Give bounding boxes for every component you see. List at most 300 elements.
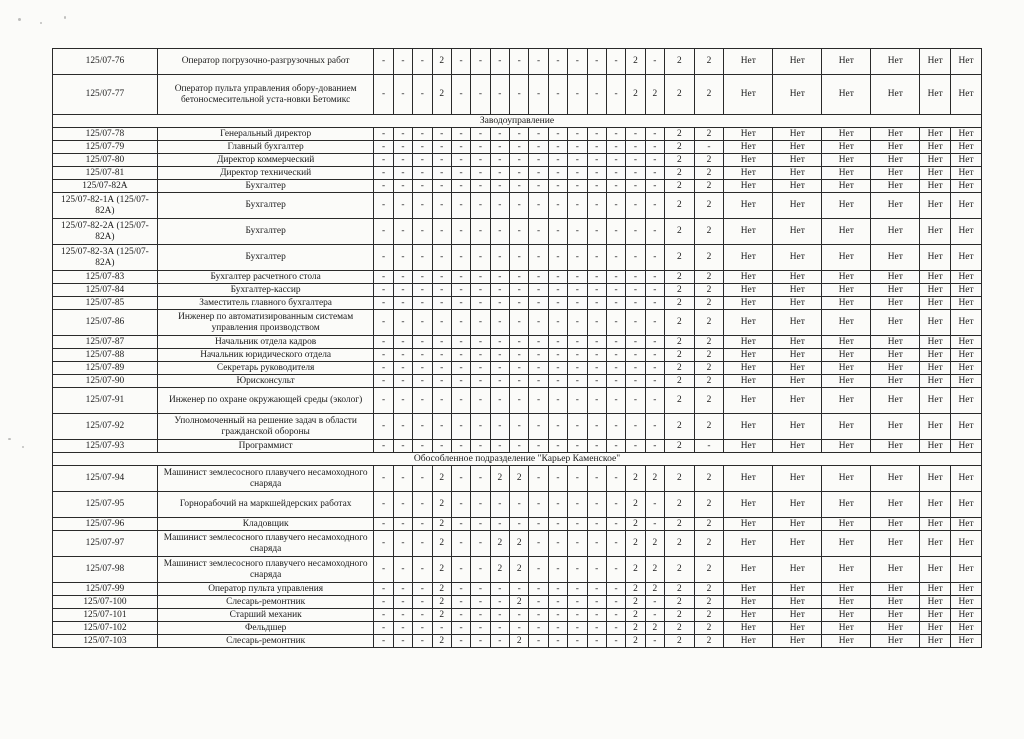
- class-cell: 2: [694, 284, 724, 297]
- class-cell: -: [490, 154, 509, 167]
- class-cell: -: [432, 622, 451, 635]
- position-name: Оператор погрузочно-разгрузочных работ: [157, 49, 374, 75]
- position-name: Оператор пульта управления: [157, 583, 374, 596]
- flag-cell: Нет: [920, 284, 951, 297]
- class-cell: 2: [626, 466, 645, 492]
- flag-cell: Нет: [920, 75, 951, 115]
- class-cell: -: [471, 388, 490, 414]
- class-cell: -: [548, 609, 567, 622]
- class-cell: -: [510, 271, 529, 284]
- class-cell: 2: [694, 310, 724, 336]
- workplace-code: 125/07-82А: [53, 180, 158, 193]
- flag-cell: Нет: [822, 284, 871, 297]
- class-cell: -: [413, 193, 432, 219]
- class-cell: -: [413, 362, 432, 375]
- class-cell: -: [548, 557, 567, 583]
- class-cell: -: [529, 310, 548, 336]
- class-cell: 2: [665, 154, 695, 167]
- flag-cell: Нет: [822, 518, 871, 531]
- class-cell: -: [432, 154, 451, 167]
- class-cell: -: [587, 596, 606, 609]
- class-cell: -: [645, 297, 664, 310]
- class-cell: -: [374, 167, 393, 180]
- class-cell: -: [606, 466, 625, 492]
- flag-cell: Нет: [951, 622, 982, 635]
- table-row: [53, 492, 982, 518]
- class-cell: -: [626, 193, 645, 219]
- flag-cell: Нет: [773, 154, 822, 167]
- flag-cell: Нет: [951, 284, 982, 297]
- flag-cell: Нет: [822, 180, 871, 193]
- class-cell: -: [606, 297, 625, 310]
- class-cell: -: [645, 284, 664, 297]
- flag-cell: Нет: [773, 518, 822, 531]
- class-cell: -: [471, 492, 490, 518]
- class-cell: -: [510, 167, 529, 180]
- class-cell: -: [606, 557, 625, 583]
- position-name: Машинист землесосного плавучего несамоходного снаряда: [157, 531, 374, 557]
- flag-cell: Нет: [724, 362, 773, 375]
- class-cell: -: [471, 193, 490, 219]
- class-cell: -: [568, 245, 587, 271]
- class-cell: -: [606, 75, 625, 115]
- class-cell: -: [374, 492, 393, 518]
- flag-cell: Нет: [822, 167, 871, 180]
- class-cell: -: [374, 440, 393, 453]
- position-name: Горнорабочий на маркшейдерских работах: [157, 492, 374, 518]
- class-cell: -: [606, 622, 625, 635]
- class-cell: -: [606, 388, 625, 414]
- class-cell: 2: [490, 466, 509, 492]
- table-row: [53, 622, 982, 635]
- class-cell: -: [510, 622, 529, 635]
- class-cell: -: [432, 219, 451, 245]
- class-cell: -: [374, 622, 393, 635]
- class-cell: -: [471, 518, 490, 531]
- class-cell: -: [413, 167, 432, 180]
- class-cell: -: [548, 167, 567, 180]
- position-name: Директор технический: [157, 167, 374, 180]
- class-cell: -: [451, 219, 470, 245]
- class-cell: -: [568, 596, 587, 609]
- workplace-code: 125/07-103: [53, 635, 158, 648]
- class-cell: -: [510, 297, 529, 310]
- class-cell: -: [510, 180, 529, 193]
- class-cell: 2: [665, 310, 695, 336]
- flag-cell: Нет: [773, 193, 822, 219]
- class-cell: -: [606, 180, 625, 193]
- class-cell: -: [587, 167, 606, 180]
- class-cell: 2: [665, 518, 695, 531]
- class-cell: 2: [432, 609, 451, 622]
- flag-cell: Нет: [951, 362, 982, 375]
- flag-cell: Нет: [871, 219, 920, 245]
- class-cell: -: [529, 440, 548, 453]
- class-cell: -: [548, 518, 567, 531]
- flag-cell: Нет: [920, 193, 951, 219]
- class-cell: -: [529, 349, 548, 362]
- class-cell: -: [393, 75, 412, 115]
- class-cell: -: [413, 154, 432, 167]
- flag-cell: Нет: [724, 297, 773, 310]
- class-cell: 2: [665, 180, 695, 193]
- class-cell: 2: [694, 362, 724, 375]
- class-cell: 2: [626, 596, 645, 609]
- flag-cell: Нет: [773, 492, 822, 518]
- class-cell: 2: [432, 557, 451, 583]
- flag-cell: Нет: [871, 518, 920, 531]
- class-cell: -: [490, 167, 509, 180]
- class-cell: -: [548, 596, 567, 609]
- class-cell: -: [587, 583, 606, 596]
- class-cell: -: [393, 245, 412, 271]
- class-cell: -: [626, 180, 645, 193]
- flag-cell: Нет: [920, 271, 951, 284]
- class-cell: -: [471, 414, 490, 440]
- flag-cell: Нет: [871, 414, 920, 440]
- flag-cell: Нет: [773, 557, 822, 583]
- class-cell: 2: [694, 297, 724, 310]
- position-name: Бухгалтер: [157, 219, 374, 245]
- class-cell: -: [374, 284, 393, 297]
- class-cell: -: [393, 609, 412, 622]
- class-cell: -: [471, 557, 490, 583]
- class-cell: -: [451, 622, 470, 635]
- flag-cell: Нет: [724, 75, 773, 115]
- class-cell: -: [451, 466, 470, 492]
- class-cell: -: [606, 609, 625, 622]
- class-cell: -: [471, 245, 490, 271]
- flag-cell: Нет: [822, 297, 871, 310]
- class-cell: -: [606, 284, 625, 297]
- class-cell: 2: [626, 518, 645, 531]
- class-cell: -: [432, 310, 451, 336]
- section-header-row: [53, 453, 982, 466]
- class-cell: 2: [694, 167, 724, 180]
- class-cell: -: [413, 440, 432, 453]
- flag-cell: Нет: [822, 375, 871, 388]
- class-cell: -: [490, 349, 509, 362]
- class-cell: -: [587, 128, 606, 141]
- class-cell: -: [393, 284, 412, 297]
- flag-cell: Нет: [951, 375, 982, 388]
- flag-cell: Нет: [773, 167, 822, 180]
- class-cell: -: [645, 518, 664, 531]
- class-cell: -: [606, 271, 625, 284]
- class-cell: -: [548, 440, 567, 453]
- class-cell: -: [568, 297, 587, 310]
- workplace-code: 125/07-79: [53, 141, 158, 154]
- flag-cell: Нет: [920, 180, 951, 193]
- class-cell: 2: [694, 388, 724, 414]
- flag-cell: Нет: [724, 336, 773, 349]
- class-cell: -: [451, 141, 470, 154]
- flag-cell: Нет: [724, 557, 773, 583]
- flag-cell: Нет: [724, 440, 773, 453]
- class-cell: -: [548, 141, 567, 154]
- class-cell: -: [413, 635, 432, 648]
- class-cell: -: [432, 128, 451, 141]
- workplace-code: 125/07-94: [53, 466, 158, 492]
- class-cell: 2: [490, 531, 509, 557]
- class-cell: -: [510, 492, 529, 518]
- position-name: Бухгалтер: [157, 180, 374, 193]
- class-cell: -: [568, 154, 587, 167]
- flag-cell: Нет: [871, 609, 920, 622]
- class-cell: -: [587, 440, 606, 453]
- class-cell: -: [645, 219, 664, 245]
- class-cell: -: [374, 583, 393, 596]
- class-cell: 2: [665, 609, 695, 622]
- flag-cell: Нет: [871, 583, 920, 596]
- workplace-code: 125/07-92: [53, 414, 158, 440]
- class-cell: -: [626, 141, 645, 154]
- flag-cell: Нет: [871, 336, 920, 349]
- position-name: Программист: [157, 440, 374, 453]
- class-cell: -: [606, 349, 625, 362]
- class-cell: -: [490, 440, 509, 453]
- class-cell: -: [471, 583, 490, 596]
- class-cell: -: [490, 49, 509, 75]
- class-cell: -: [432, 336, 451, 349]
- class-cell: 2: [694, 245, 724, 271]
- position-name: Оператор пульта управления обору-дованием бетоносмесительной уста-новки Бетомикс: [157, 75, 374, 115]
- class-cell: -: [374, 414, 393, 440]
- flag-cell: Нет: [724, 167, 773, 180]
- class-cell: -: [374, 375, 393, 388]
- class-cell: -: [413, 492, 432, 518]
- class-cell: -: [510, 75, 529, 115]
- class-cell: -: [529, 193, 548, 219]
- flag-cell: Нет: [920, 245, 951, 271]
- class-cell: 2: [665, 193, 695, 219]
- class-cell: -: [374, 310, 393, 336]
- class-cell: 2: [694, 349, 724, 362]
- class-cell: 2: [665, 531, 695, 557]
- table-row: [53, 284, 982, 297]
- class-cell: -: [568, 609, 587, 622]
- class-cell: -: [645, 375, 664, 388]
- flag-cell: Нет: [773, 336, 822, 349]
- class-cell: 2: [665, 219, 695, 245]
- class-cell: 2: [626, 49, 645, 75]
- class-cell: -: [606, 336, 625, 349]
- class-cell: -: [587, 349, 606, 362]
- class-cell: -: [606, 362, 625, 375]
- flag-cell: Нет: [951, 609, 982, 622]
- class-cell: -: [490, 297, 509, 310]
- workplace-code: 125/07-89: [53, 362, 158, 375]
- flag-cell: Нет: [773, 531, 822, 557]
- flag-cell: Нет: [871, 49, 920, 75]
- class-cell: -: [529, 154, 548, 167]
- class-cell: -: [529, 596, 548, 609]
- workplace-code: 125/07-91: [53, 388, 158, 414]
- class-cell: -: [626, 362, 645, 375]
- table-row: [53, 219, 982, 245]
- class-cell: 2: [694, 219, 724, 245]
- class-cell: -: [645, 609, 664, 622]
- flag-cell: Нет: [871, 310, 920, 336]
- flag-cell: Нет: [871, 141, 920, 154]
- class-cell: 2: [665, 167, 695, 180]
- flag-cell: Нет: [920, 388, 951, 414]
- class-cell: -: [587, 531, 606, 557]
- class-cell: -: [413, 284, 432, 297]
- class-cell: -: [374, 388, 393, 414]
- class-cell: -: [568, 167, 587, 180]
- class-cell: -: [587, 180, 606, 193]
- class-cell: -: [568, 141, 587, 154]
- flag-cell: Нет: [822, 271, 871, 284]
- class-cell: -: [471, 466, 490, 492]
- class-cell: -: [568, 310, 587, 336]
- class-cell: 2: [626, 492, 645, 518]
- position-name: Юрисконсульт: [157, 375, 374, 388]
- class-cell: 2: [626, 635, 645, 648]
- class-cell: 2: [694, 492, 724, 518]
- class-cell: -: [587, 336, 606, 349]
- class-cell: -: [645, 154, 664, 167]
- flag-cell: Нет: [724, 284, 773, 297]
- class-cell: -: [432, 167, 451, 180]
- class-cell: -: [606, 596, 625, 609]
- table-row: [53, 440, 982, 453]
- workplace-code: 125/07-82-1А (125/07-82А): [53, 193, 158, 219]
- flag-cell: Нет: [951, 141, 982, 154]
- flag-cell: Нет: [724, 271, 773, 284]
- class-cell: -: [413, 622, 432, 635]
- workplace-code: 125/07-98: [53, 557, 158, 583]
- class-cell: -: [451, 362, 470, 375]
- class-cell: -: [393, 596, 412, 609]
- flag-cell: Нет: [951, 557, 982, 583]
- class-cell: -: [374, 245, 393, 271]
- class-cell: -: [568, 375, 587, 388]
- flag-cell: Нет: [951, 193, 982, 219]
- table-row: [53, 531, 982, 557]
- flag-cell: Нет: [920, 349, 951, 362]
- class-cell: -: [587, 297, 606, 310]
- flag-cell: Нет: [871, 349, 920, 362]
- class-cell: -: [374, 531, 393, 557]
- class-cell: -: [587, 271, 606, 284]
- class-cell: -: [413, 349, 432, 362]
- class-cell: -: [451, 635, 470, 648]
- class-cell: -: [374, 219, 393, 245]
- class-cell: -: [568, 349, 587, 362]
- flag-cell: Нет: [871, 75, 920, 115]
- flag-cell: Нет: [920, 440, 951, 453]
- class-cell: -: [645, 362, 664, 375]
- flag-cell: Нет: [871, 128, 920, 141]
- flag-cell: Нет: [773, 609, 822, 622]
- class-cell: 2: [626, 609, 645, 622]
- flag-cell: Нет: [951, 297, 982, 310]
- class-cell: -: [451, 531, 470, 557]
- class-cell: -: [393, 635, 412, 648]
- class-cell: -: [587, 362, 606, 375]
- flag-cell: Нет: [773, 297, 822, 310]
- class-cell: -: [490, 518, 509, 531]
- class-cell: -: [374, 271, 393, 284]
- class-cell: -: [374, 362, 393, 375]
- flag-cell: Нет: [951, 154, 982, 167]
- class-cell: -: [471, 297, 490, 310]
- class-cell: 2: [694, 635, 724, 648]
- class-cell: -: [471, 596, 490, 609]
- class-cell: -: [432, 141, 451, 154]
- class-cell: 2: [665, 75, 695, 115]
- position-name: Бухгалтер: [157, 245, 374, 271]
- table-row: [53, 362, 982, 375]
- class-cell: -: [568, 271, 587, 284]
- class-cell: -: [413, 583, 432, 596]
- class-cell: -: [587, 635, 606, 648]
- class-cell: -: [432, 193, 451, 219]
- class-cell: -: [374, 180, 393, 193]
- class-cell: -: [606, 635, 625, 648]
- class-cell: -: [451, 336, 470, 349]
- flag-cell: Нет: [773, 49, 822, 75]
- class-cell: -: [529, 531, 548, 557]
- class-cell: -: [393, 336, 412, 349]
- flag-cell: Нет: [871, 466, 920, 492]
- class-cell: 2: [665, 388, 695, 414]
- class-cell: -: [529, 271, 548, 284]
- class-cell: -: [606, 49, 625, 75]
- flag-cell: Нет: [822, 635, 871, 648]
- flag-cell: Нет: [920, 609, 951, 622]
- table-row: [53, 336, 982, 349]
- flag-cell: Нет: [920, 635, 951, 648]
- class-cell: -: [626, 440, 645, 453]
- class-cell: 2: [694, 75, 724, 115]
- flag-cell: Нет: [724, 583, 773, 596]
- class-cell: -: [451, 193, 470, 219]
- flag-cell: Нет: [773, 583, 822, 596]
- class-cell: -: [413, 75, 432, 115]
- class-cell: -: [548, 583, 567, 596]
- class-cell: -: [606, 414, 625, 440]
- flag-cell: Нет: [871, 154, 920, 167]
- class-cell: -: [548, 154, 567, 167]
- class-cell: -: [510, 219, 529, 245]
- flag-cell: Нет: [951, 167, 982, 180]
- workplace-code: 125/07-102: [53, 622, 158, 635]
- flag-cell: Нет: [920, 128, 951, 141]
- class-cell: -: [490, 375, 509, 388]
- class-cell: 2: [645, 75, 664, 115]
- class-cell: -: [451, 180, 470, 193]
- class-cell: 2: [665, 375, 695, 388]
- flag-cell: Нет: [724, 388, 773, 414]
- class-cell: -: [490, 622, 509, 635]
- class-cell: -: [490, 583, 509, 596]
- class-cell: -: [548, 622, 567, 635]
- class-cell: -: [529, 622, 548, 635]
- flag-cell: Нет: [920, 219, 951, 245]
- class-cell: -: [393, 193, 412, 219]
- table-row: [53, 75, 982, 115]
- flag-cell: Нет: [871, 167, 920, 180]
- flag-cell: Нет: [822, 440, 871, 453]
- class-cell: -: [606, 167, 625, 180]
- class-cell: -: [587, 310, 606, 336]
- class-cell: -: [393, 167, 412, 180]
- class-cell: 2: [694, 622, 724, 635]
- class-cell: 2: [694, 609, 724, 622]
